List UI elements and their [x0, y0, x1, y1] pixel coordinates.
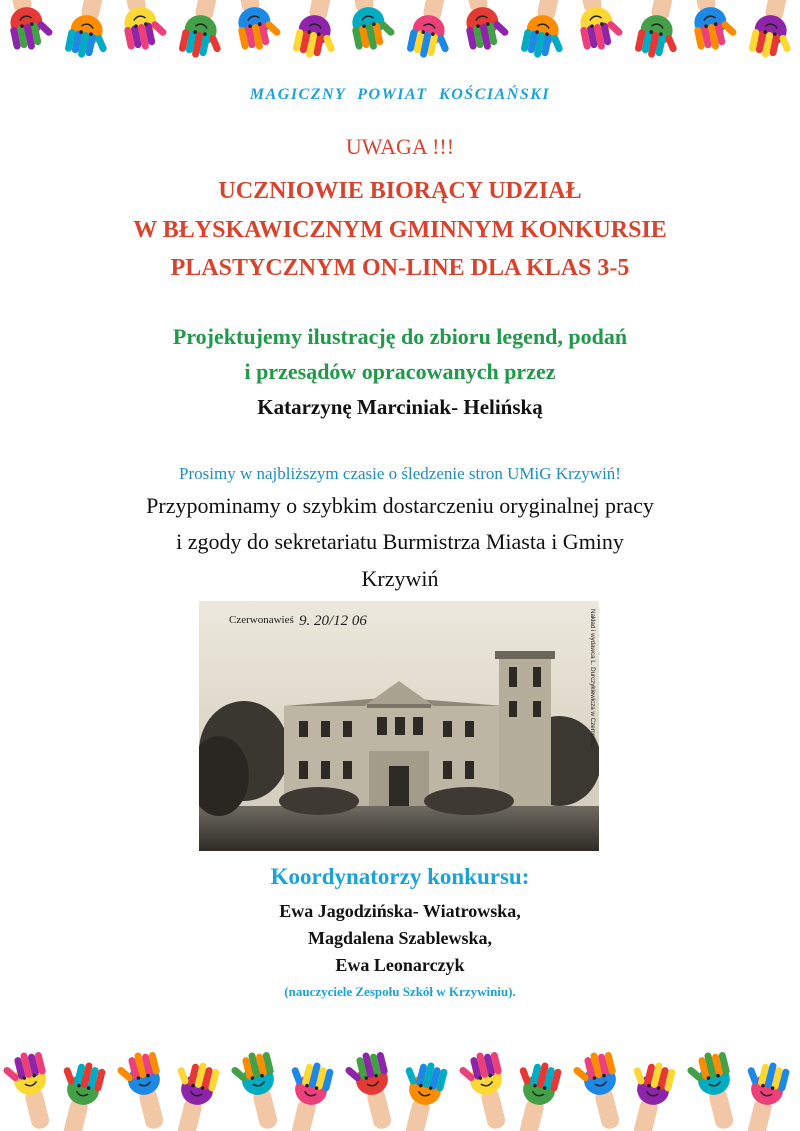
painted-hand-icon: [341, 1048, 401, 1131]
painted-hand-icon: [520, 0, 578, 63]
painted-hand-icon: [47, 1057, 107, 1131]
manor-postcard-photo: [199, 601, 599, 851]
reminder-line-2: i zgody do sekretariatu Burmistrza Miasta i Gminy: [176, 529, 624, 554]
painted-hand-icon: [341, 0, 399, 53]
headline-line-2: W BŁYSKAWICZNYM GMINNYM KONKURSIE: [133, 217, 667, 243]
painted-hand-icon: [113, 0, 171, 53]
painted-hand-icon: [406, 0, 464, 63]
painted-hand-icon: [64, 0, 122, 63]
painted-hand-icon: [455, 0, 513, 53]
top-hands-border: [0, 0, 800, 82]
headline-line-1: UCZNIOWIE BIORĄCY UDZIAŁ: [218, 178, 582, 204]
painted-hand-icon: [227, 0, 285, 53]
painted-hand-icon: [227, 1048, 287, 1131]
painted-hand-icon: [178, 0, 236, 63]
reminder-line-1: Przypominamy o szybkim dostarczeniu oryginalnej pracy: [146, 493, 654, 518]
photo-handwritten-date: 9. 20/12 06: [299, 613, 367, 629]
painted-hand-icon: [161, 1057, 221, 1131]
painted-hand-icon: [731, 1057, 791, 1131]
coordinators-note: (nauczyciele Zespołu Szkół w Krzywiniu).: [284, 984, 516, 999]
photo-caption: Czerwonawieś: [229, 614, 294, 626]
headline-line-3: PLASTYCZNYM ON-LINE DLA KLAS 3-5: [170, 255, 630, 281]
photo-publisher-text: Nakład i wydawca L. Durczykiewicza w Czempiniu: [589, 609, 596, 747]
painted-hand-icon: [683, 1048, 743, 1131]
coordinator-name-2: Magdalena Szablewska,: [307, 928, 493, 948]
painted-hand-icon: [634, 0, 692, 63]
topic-line-1: Projektujemy ilustrację do zbioru legend, podań: [172, 324, 628, 349]
painted-hand-icon: [503, 1057, 563, 1131]
painted-hand-icon: [389, 1057, 449, 1131]
painted-hand-icon: [617, 1057, 677, 1131]
coordinator-name-1: Ewa Jagodzińska- Wiatrowska,: [279, 901, 521, 921]
coordinator-name-3: Ewa Leonarczyk: [335, 955, 465, 975]
coordinators-title: Koordynatorzy konkursu:: [270, 864, 530, 889]
attention-label: UWAGA !!!: [345, 134, 455, 159]
painted-hand-icon: [455, 1048, 515, 1131]
author-name: Katarzynę Marciniak- Helińską: [257, 395, 543, 419]
painted-hand-icon: [569, 0, 627, 53]
request-line: Prosimy w najbliższym czasie o śledzenie stron UMiG Krzywiń!: [179, 464, 621, 483]
painted-hand-icon: [0, 0, 57, 53]
painted-hand-icon: [292, 0, 350, 63]
painted-hand-icon: [569, 1048, 629, 1131]
painted-hand-icon: [113, 1048, 173, 1131]
bottom-hands-border: [0, 1020, 800, 1131]
painted-hand-icon: [275, 1057, 335, 1131]
topic-line-2: i przesądów opracowanych przez: [244, 359, 556, 384]
county-header: MAGICZNY POWIAT KOŚCIAŃSKI: [249, 86, 551, 103]
painted-hand-icon: [0, 1048, 59, 1131]
reminder-line-3: Krzywiń: [361, 566, 439, 591]
painted-hand-icon: [683, 0, 741, 53]
painted-hand-icon: [748, 0, 800, 63]
